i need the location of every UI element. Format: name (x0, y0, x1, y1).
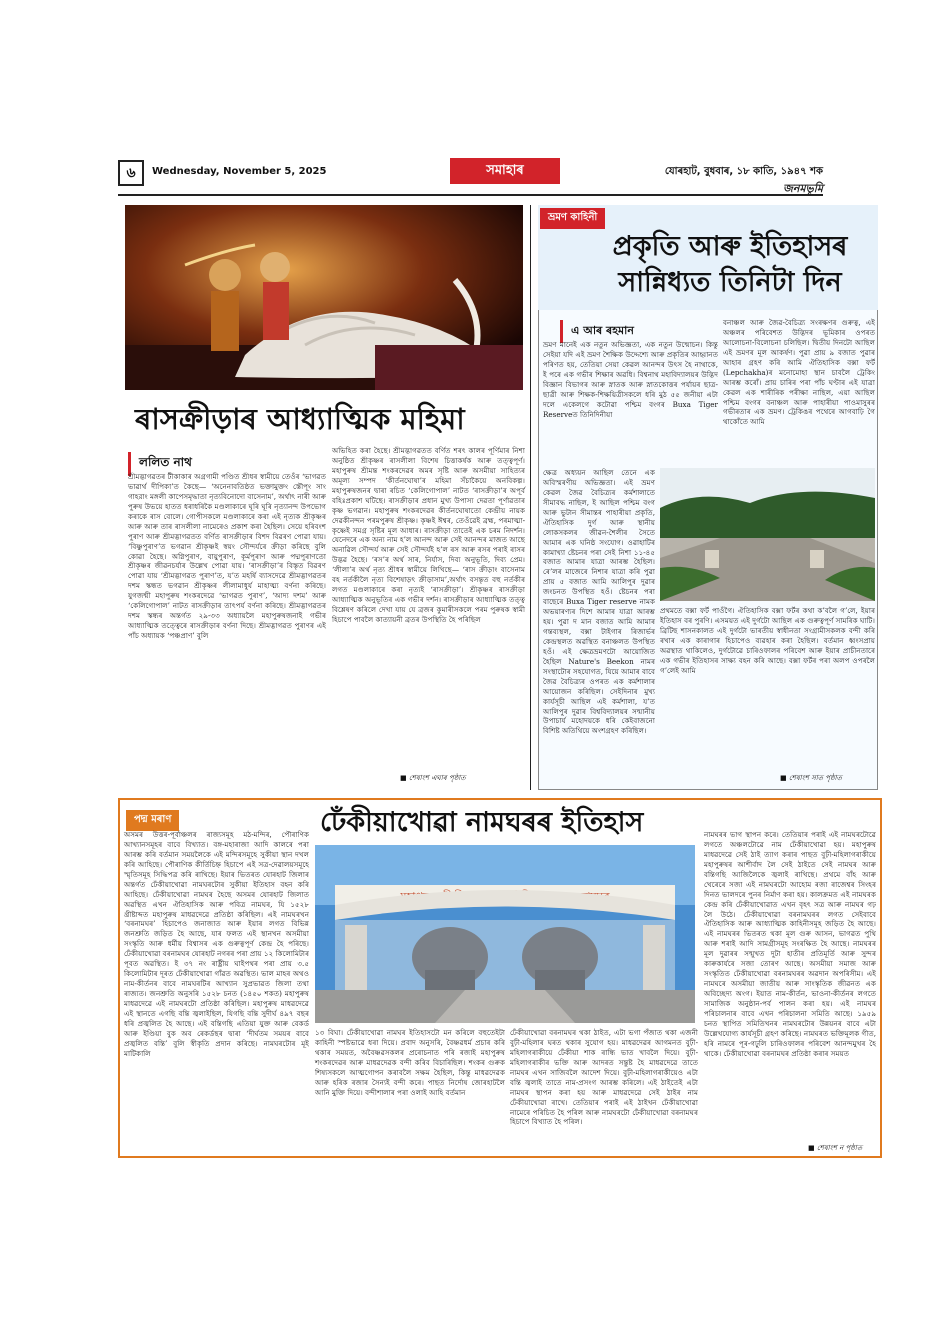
namghar-photo (315, 845, 695, 1023)
travel-column-1-mid (543, 468, 655, 736)
tenkiyakhowa-col2b-text: ঢেঁকীয়াখোৱা বৰনামঘৰ থকা ঠাইত, এটা ভগা পঁজাত থকা এজনী বুঢ়ী-মহিলাৰ ঘৰত থকাৰ সুযোগ হয়। মাধৱদেৱৰ আগমনত বুঢ়ী-মহিলাগৰাকীয়ে ঢেঁকীয়া শাক ৰান্ধি ভাত খাবলৈ দিয়ে। বুঢ়ী-মহিলাগৰাকীৰ ভক্তি আৰু আদৰত সন্তুষ্ট হৈ মাধৱদেৱে তাতে নামঘৰ এখন সাজিবলৈ আদেশ দিয়ে। বুঢ়ী-মহিলাগৰাকীয়েও এটা বন্তি জ্বলাই তাতে নাম-প্ৰসংগ আৰম্ভ কৰিলে। এই ঠাইতেই এটা নামঘৰ স্থাপন কৰা হয় আৰু মাধৱদেৱে সেই ঠাইৰ নাম ঢেঁকীয়াখোৱা ৰাখে। তেতিয়াৰ পৰাই এই ঠাইখন ঢেঁকীয়াখোৱা নামেৰে পৰিচিত হৈ পৰিল আৰু নামঘৰটো ঢেঁকীয়াখোৱা বৰনামঘৰ হিচাপে বিখ্যাত হৈ পৰিল। (510, 1028, 698, 1127)
travel-col2-bottom-text: প্ৰথমতে বক্সা ফৰ্ট পাওঁগৈ। ঐতিহাসিক বক্সা ফৰ্টৰ কথা ক’বলৈ গ’লে, ইয়াৰ ইতিহাস বৰ পুৰণি। এসময়ত এই দুৰ্গটো আছিল এক গুৰুত্বপূৰ্ণ সামৰিক ঘাটি। ব্ৰিটিছ শাসনকালত এই দুৰ্গটো ভাৰতীয় স্বাধীনতা সংগ্ৰামীসকলক বন্দী কৰি ৰখাৰ এক কাৰাগাৰ হিচাপেও ব্যৱহাৰ কৰা হৈছিল। বৰ্তমান ধ্বংসপ্ৰায় অৱস্থাত থাকিলেও, দুৰ্গটোৱে চাৰিওফালৰ পৰিবেশ আৰু ইয়াৰ প্ৰাচীনতাৰে এক গভীৰ ইতিহাসৰ সাক্ষ্য বহন কৰি আছে। বক্সা ফৰ্টৰ পৰা অলপ ওপৰলৈ গ’লেই আমি (660, 606, 875, 675)
buxa-fort-photo (660, 468, 875, 601)
tenkiyakhowa-kicker: পদ্ম মৰাণ (126, 810, 179, 831)
newspaper-logo: জনমভূমি (783, 182, 823, 195)
travel-column-2-top (723, 318, 875, 468)
tenkiyakhowa-column-2a (315, 1028, 505, 1153)
travel-kicker: ভ্ৰমণ কাহিনী (540, 208, 605, 229)
rasakrira-author: ললিত নাথ (128, 452, 200, 476)
travel-title-line-1: প্ৰকৃতি আৰু ইতিহাসৰ (612, 231, 848, 262)
tenkiyakhowa-column-1 (124, 830, 309, 1152)
travel-column-1-top (543, 340, 718, 465)
travel-title-line-2: সান্নিধ্যত তিনিটা দিন (618, 267, 842, 298)
travel-col1-top-text: ভ্ৰমণ মানেই এক নতুন অভিজ্ঞতা, এক নতুন উন্মোচন। কিন্তু সেইয়া যদি এই ভ্ৰমণ শৈক্ষিক উদ্দেশ্যে আৰু প্ৰকৃতিৰ আহ্বানত পৰিণত হয়, তেতিয়া সেয়া কেৱল আনন্দৰ উৎস হৈ নাথাকে, ই পৰে এক গভীৰ শিক্ষাৰ অৱধি। বিশ্বনাথ মহাবিদ্যালয়ৰ উদ্ভিদ বিজ্ঞান বিভাগৰ আৰু স্নাতক আৰু স্নাতকোত্তৰ পৰ্যায়ৰ ছাত্ৰ-ছাত্ৰী আৰু শিক্ষক-শিক্ষয়িত্ৰীসকলে ধৰি মুঠ ৫৫ জনীয়া এটা দলে একেলগে কটোৱা পশ্চিম বংগৰ Buxa Tiger Reserveত তিনিদিনীয়া (543, 340, 718, 419)
tenkiyakhowa-column-3 (704, 830, 876, 1140)
travel-col1-bottom-text: ক্ষেত্ৰ অধ্যয়ন আছিল তেনে এক অবিস্মৰণীয় অভিজ্ঞতা। এই ভ্ৰমণ কেৱল জৈৱ বৈচিত্ৰ্যৰ কৰ্মশালাতে সীমাবদ্ধ নাছিল, ই আছিল পশ্চিম বংগ আৰু ভুটান সীমান্তৰ পাহাৰীয়া প্ৰকৃতি, ঐতিহাসিক দুৰ্গ আৰু স্থানীয় লোকসকলৰ জীৱন-শৈলীৰ সৈতে আমাৰ এক ঘনিষ্ঠ সংযোগ। ওৱাহাটিৰ কামাখ্যা ষ্টেচনৰ পৰা সেই নিশা ১১-৪৫ বজাত আমাৰ যাত্ৰা আৰম্ভ হৈছিল। ৰে’লৰ মাজেৰে নিশাৰ যাত্ৰা কৰি পুৱা প্ৰায় ৫ বজাত আমি আলিপুৰ দুৱাৰ জংচনত উপস্থিত হওঁ। ষ্টেচনৰ পৰা বাছেৰে Buxa Tiger reserve নামক অভয়াৰণ্যৰ দিশে আমাৰ যাত্ৰা আৰম্ভ হয়। পুৱা দ মান বজাত আমি আমাৰ গন্তব্যস্থল, বক্সা টাইগাৰ ৰিজাৰ্ভৰ কেন্দ্ৰস্থলত অৱস্থিত বনাঞ্চলত উপস্থিত হওঁ। এই ক্ষেত্ৰভ্ৰমণটো আয়োজিত হৈছিল Nature's Beekon নামৰ সংস্থাটোৰ সহযোগত, যিয়ে আমাৰ বাবে জৈৱ বৈচিত্ৰ্যৰ ওপৰত এক কৰ্মশালাৰ আয়োজন কৰিছিল। সেইদিনাৰ মুখ্য কাৰ্যসূচী আছিল এই কৰ্মশালা, য’ত আলিপুৰ দুৱাৰ বিশ্ববিদ্যালয়ৰ সন্মানীয় উপাচাৰ্য মহোদয়কে ধৰি কেইবাজনো বিশিষ্ট অতিথিয়ে অংশগ্ৰহণ কৰিছিল। (543, 468, 655, 736)
page-number: ৬ (118, 160, 144, 186)
rasakrira-title: ৰাসক্ৰীড়াৰ আধ্যাত্মিক মহিমা (135, 402, 465, 436)
travel-col2-top-text: বনাঞ্চল আৰু জৈৱ-বৈচিত্ৰ্য সংৰক্ষণৰ গুৰুত্ব, এই অঞ্চলৰ পৰিবেশত উদ্ভিদৰ ভূমিকাৰ ওপৰত আলোচনা-বিলোচনা চলিছিল। দ্বিতীয় দিনটো আছিল এই ভ্ৰমণৰ মূল আকৰ্ষণ। পুৱা প্ৰায় ৯ বজাত পুৱাৰ আহাৰ গ্ৰহণ কৰি আমি ঐতিহাসিক বক্সা ফৰ্ট (Lepchakha)ৰ মনোমোহা স্থান চাবলৈ ট্ৰেকিং আৰম্ভ কৰোঁ। প্ৰায় চাৰিৰ পৰা পাঁচ ঘণ্টাৰ এই যাত্ৰা কেৱল এক শাৰীৰিক পৰীক্ষা নাছিল, এয়া আছিল পশ্চিম বংগৰ বনাঞ্চল আৰু পাহাৰীয়া পাওমাসুৰৰ গভীৰতাৰ এক ভ্ৰমণ। ট্ৰেকিঙৰ পথেৰে আগবাঢ়ি গৈ থাকোঁতে আমি (723, 318, 875, 427)
rasakrira-column-1 (128, 472, 326, 782)
tenkiyakhowa-continued: ■ শেষাংশ ন পৃষ্ঠাত (808, 1144, 863, 1152)
assamese-date: যোৰহাট, বুধবাৰ, ১৮ কাতি, ১৯৪৭ শক (664, 166, 823, 177)
tenkiyakhowa-continued-text: শেষাংশ ন পৃষ্ঠাত (816, 1144, 863, 1152)
english-date: Wednesday, November 5, 2025 (152, 166, 327, 177)
section-tab: সমাহাৰ (450, 158, 560, 184)
tenkiyakhowa-column-2b (510, 1028, 698, 1153)
rasakrira-column-2 (332, 446, 525, 768)
rasakrira-continued: ■ শেষাংশ এঘাৰ পৃষ্ঠাত (400, 774, 466, 782)
rasakrira-continued-text: শেষাংশ এঘাৰ পৃষ্ঠাত (408, 774, 466, 782)
travel-continued-text: শেষাংশ সাত পৃষ্ঠাত (788, 774, 842, 782)
column-divider (530, 205, 531, 790)
tenkiyakhowa-col2a-text: ১৩ বিঘা। ঢেঁকীয়াখোৱা নামঘৰ ইতিহাসটো মন কৰিলে বহুতেইটা কাহিনী স্পষ্টভাৱে ধৰা দিয়ে। প্ৰবাদ অনুসৰি, বৈষ্ণৱধৰ্ম প্ৰচাৰ কৰি থকাৰ সময়ত, অবৈষ্ণৱসকলৰ প্ৰৰোচনাত পৰি ৰজাই মহাপুৰুষ শংকৰদেৱৰ আৰু মাধৱদেৱক বন্দী কৰিব বিচাৰিছিল। শংকৰ গুৰুক শিষ্যসকলে আত্মগোপন কৰাবলৈ সক্ষম হৈছিল, কিন্তু মাধৱদেৱক আৰু হৰিক ৰজাৰ সৈন্যই বন্দী কৰে। পাছত নিৰ্দোষ জোৰহাটলৈ আনি মুক্তি দিয়ে। বন্দীশালাৰ পৰা ওলাই আহি বৰ্তমান (315, 1028, 505, 1097)
page-header (118, 158, 823, 196)
tenkiyakhowa-title: ঢেঁকীয়াখোৱা নামঘৰৰ ইতিহাস (320, 807, 644, 838)
rasakrira-col2-text: অভিহিত কৰা হৈছে। শ্ৰীমদ্ভাগৱতত বৰ্ণিত শৰৎ কালৰ পূৰ্ণিমাৰ নিশা অনুষ্ঠিত শ্ৰীকৃষ্ণৰ ৰাসলীলা বিশেষ চিত্তাকৰ্ষক আৰু তত্ত্বপূৰ্ণ। মহাপুৰুষ শ্ৰীমন্ত শংকৰদেৱৰ অমৰ সৃষ্টি আৰু অসমীয়া সাহিত্যৰ অমূল্য সম্পদ ‘কীৰ্তনঘোষা’ৰ মহিমা সঁচাকৈয়ে অনবিকল্প। মহাপুৰুষজনৰ দ্বাৰা ৰচিত ‘কেলিগোপাল’ নাটত ‘ৰাসক্ৰীড়া’ৰ অপূৰ্ব বহিঃপ্ৰকাশ ঘটিছে। ৰাসক্ৰীড়াৰ প্ৰধান মুখ্য উপাস্য দেৱতা পূৰ্ণাৱতাৰ কৃষ্ণ ভগৱান। মহাপুৰুষ শংকৰদেৱৰ কীৰ্তনঘোষাতো কেন্দ্ৰীয় নায়ক দেৱকীনন্দন পৰমপুৰুষ শ্ৰীকৃষ্ণ। কৃষ্ণই ঈশ্বৰ, তেওঁৱেই ব্ৰহ্ম, পৰমাত্মা-কৃষ্ণেই সমগ্ৰ সৃষ্টিৰ মূল আধাৰ। ৰাসক্ৰীড়া তাতেই এক চৰম নিদৰ্শন। যেনেদৰে এক অন্য নাম হ’ল আনন্দ আৰু সেই আনন্দৰ মাজত আছে অনাৱিল সৌন্দৰ্য আৰু সেই সৌন্দৰ্যই হ’ল ৰস আৰু ৰসৰ পৰাই ৰাসৰ উদ্ভৱ হৈছে। ‘ৰস’ৰ অৰ্থ সাৰ, নিৰ্যাস, দিব্য অনুভূতি, দিব্য প্ৰেম। ‘লীলা’ৰ অৰ্থ নৃত্য শ্ৰীধৰ স্বামীয়ে লিখিছে— ‘ৰাস ক্ৰীড়াং বাসেনাম বহ নৰ্তকীলৈ নৃত্য বিশেষাড়ৎ ক্ৰীড়াসাম’,অৰ্থাৎ বসন্তৃত বহু নৰ্তকীৰ লগত মণ্ডলাকাৰে কৰা নৃত্যই ‘ৰাসক্ৰীড়া’। শ্ৰীকৃষ্ণৰ ৰাসক্ৰীড়া আধ্যাত্মিক অনুভূতিৰ এক গভীৰ দৰ্শন। ৰাসক্ৰীড়াৰ আধ্যাত্মিক তত্ত্ব বিশ্লেষণ কৰিলে দেখা যায় যে ব্ৰজৰ কুমাৰীসকলে পৰম পুৰুষক স্বামী হিচাপে পাবলৈ কাত্যায়নী ব্ৰতৰ উপস্থিতি হৈ পৰিছিল (332, 446, 525, 624)
rasakrira-col1-text: শ্ৰীমদ্ভাগৱতৰ টীকাকাৰ অগ্ৰগামী পণ্ডিত শ্ৰীধৰ স্বামীয়ে তেওঁৰ ‘ভাগৱত ভাৱাৰ্থ দীপিকা’ত কৈছে— ‘অনেনাবতিষ্ঠত ভক্তামুক্তং স্তৌপূং সাং গাহরাং মঙ্গলী কাপেসমৃদ্ধাতা নৃত্যবিনোদো বাসেনাম’, অৰ্থাৎ নাৰী আৰু পুৰুষ উভয়ে হাতত ধৰাধৰিকৈ মণ্ডলাকাৰে ঘূৰি ঘূৰি নৃত্যানন্দ উপভোগ কৰাকে ৰাস বোলে। গোপীসকলে মণ্ডলাকাৰে কৰা এই নৃত্যক শ্ৰীকৃষ্ণৰ আৰু আৰু তাৰ ৰাসলীলা নামেৰেও প্ৰকাশ কৰা হৈছিল। সেয়ে হৰিবংশ পুৰাণ আৰু শ্ৰীমদ্ভাগৱতত বৰ্ণিত ৰাসক্ৰীড়াৰ বিশদ বিৱৰণ পোৱা যায়। ‘বিষ্ণুপুৰাণ’ত ভগৱান শ্ৰীকৃষ্ণই স্বয়ং সৌন্দৰ্যৰে ক্ৰীড়া কৰিছে বুলি কোৱা হৈছে। অগ্নিপুৰাণ, বায়ুপুৰাণ, কূৰ্মপুৰাণ আৰু পদ্মপুৰাণতো শ্ৰীকৃষ্ণৰ জীৱনচৰ্যাৰ উল্লেখ পোৱা যায়। ‘ৰাসক্ৰীড়া’ৰ বিস্তৃত বিৱৰণ পোৱা যায় ‘শ্ৰীমদ্ভাগৱত পুৰাণ’ত, য’ত মহৰ্ষি ব্যাসদেৱে শ্ৰীমদ্ভাগৱতৰ দশম স্কন্ধত ভগৱান শ্ৰীকৃষ্ণৰ লীলামাধুৰ্য মাহাত্ম্য বৰ্ণনা কৰিছে। যুগজন্মী মহাপুৰুষ শংকৰদেৱে ‘ভাগৱত পুৰাণ’, ‘আদ্য দশম’ আৰু ‘কেলিগোপাল’ নাটত ৰাসক্ৰীড়াৰ তাৎপৰ্য বৰ্ণনা কৰিছে। শ্ৰীমদ্ভাগৱতৰ দশম স্কন্ধৰ অন্তৰ্গত ২৯-৩৩ অধ্যায়লৈ মহাপুৰুষজনাই গভীৰ আধ্যাত্মিক তত্ত্বেৰে ৰাসক্ৰীড়াৰ বৰ্ণনা দিছে। শ্ৰীমদ্ভাগৱত পুৰাণৰ এই পাঁচ অধ্যায়ক ‘পঞ্চপ্ৰাণ’ বুলি (128, 472, 326, 640)
travel-column-2-bottom (660, 606, 875, 764)
tenkiyakhowa-col3-text: নামঘৰৰ ভাগ স্থাপন কৰে। তেতিয়াৰ পৰাই এই নামঘৰটোৱে লগতে অঞ্চলটোৱে নাম ঢেঁকীয়াখোৱা হয়। মহাপুৰুষ মাধৱদেৱে সেই ঠাই ত্যাগ কৰাৰ পাছত বুঢ়ী-মহিলাগৰাকীয়ে মহাপুৰুষৰ আশীৰ্বাদ লৈ সেই ঠাইতে সেই নামঘৰ আৰু বন্তিগছি আজিলৈকে জ্বলাই ৰাখিছে। প্ৰথমে বাঁহ আৰু খেৰেৰে সজা এই নামঘৰটো আহোম ৰজা ৰাজেশ্বৰ সিংহৰ দিনত ভালদৰে পুনৰ নিৰ্মাণ কৰা হয়। কালক্ৰমত এই নামঘৰক কেন্দ্ৰ কৰি ঢেঁকীয়াখোৱাত এখন বৃহৎ সত্ৰ আৰু নামঘৰ গঢ় লৈ উঠে। ঢেঁকীয়াখোৱা বৰনামঘৰৰ লগত সেইবাবে ঐতিহাসিক আৰু আধ্যাত্মিক কাহিনীসমূহ জড়িত হৈ আছে। এই নামঘৰৰ ভিতৰত থকা মূল গুৰু আসন, ভাগৱত পুথি আৰু শৰাই আদি সামগ্ৰীসমূহ সংৰক্ষিত হৈ আছে। নামঘৰৰ মূল দুৱাৰৰ সন্মুখত দুটা হাতীৰ প্ৰতিমূৰ্তি আৰু সুন্দৰ কাৰুকাৰ্যৰে সজা তোৰণ আছে। অসমীয়া সমাজ আৰু সংস্কৃতিত ঢেঁকীয়াখোৱা বৰনামঘৰৰ অৱদান অপৰিসীম। এই নামঘৰে অসমীয়া জাতীয় আৰু সাংস্কৃতিক জীৱনত এক অবিচ্ছেদ্য অংগ। ইয়াত নাম-কীৰ্তন, ভাওনা-কীৰ্তনৰ লগতে সামাজিক অনুষ্ঠান-পৰ্ব পালন কৰা হয়। এই নামঘৰ পৰিচালনাৰ বাবে এখন পৰিচালনা সমিতি আছে। ১৯৫৯ চনত স্থাপিত সমিতিখনৰ নামঘৰটোৰ উন্নয়নৰ বাবে এটা উল্লেখযোগ্য কাৰ্যসূচী গ্ৰহণ কৰিছে। নামঘৰত ভক্তিমূলক গীত, হৰি নামৰে পূৰ-গঢ়ুলি চাৰিওফালৰ পৰিবেশ আনন্দমুখৰ হৈ থাকে। ঢেঁকীয়াখোৱা বৰনামঘৰ প্ৰতিষ্ঠা কৰাৰ সময়ত (704, 830, 876, 1058)
rasakrira-photo (125, 205, 523, 390)
tenkiyakhowa-col1-text: অসমৰ উত্তৰ-পূৰ্বাঞ্চলৰ ৰাজ্যসমূহ মঠ-মন্দিৰ, পৌৰাণিক আখ্যানসমূহৰ বাবে বিখ্যাত। বঙ্গ-মহাৰাজা আদি কালৰে পৰা আৰম্ভ কৰি বৰ্তমান সময়লৈকে এই মন্দিৰসমূহে সুকীয়া স্থান দখল কৰি আহিছে। পৌৰাণিক কীৰ্তিচিহ্ন হিচাপে এই সত্ৰ-দেৱালয়সমূহে স্মৃতিসমূহ সিদ্ধিপত্ৰ কৰি ৰাখিছে। ইয়াৰ ভিতৰত যোৰহাট জিলাৰ অন্তৰ্গত ঢেঁকীয়াখোৱা নামঘৰটোৰ সুকীয়া ইতিহাস বহন কৰি আহিছে। ঢেঁকীয়াখোৱা নামঘৰ হৈছে অসমৰ যোৰহাট জিলাত অৱস্থিত এখন ঐতিহাসিক আৰু পবিত্ৰ নামঘৰ, যি ১৫২৮ খ্ৰীষ্টাব্দত মহাপুৰুষ মাধৱদেৱে প্ৰতিষ্ঠা কৰিছিল। এই নামঘৰখন ‘বৰনামঘৰ’ হিচাপেও জনাজাত আৰু ইয়াৰ লগত বিভিন্ন জনশ্ৰুতি জড়িত হৈ আছে, যাৰ ফলত এই স্থানখন অসমীয়া সংস্কৃতি আৰু ধৰ্মীয় বিশ্বাসৰ এক গুৰুত্বপূৰ্ণ কেন্দ্ৰ হৈ পৰিছে। ঢেঁকীয়াখোৱা বৰনামঘৰ যোৰহাট নগৰৰ পৰা প্ৰায় ১২ কিলোমিটাৰ পূবত অৱস্থিত। ই ৩৭ নং ৰাষ্ট্ৰীয় ঘাইপথৰ পৰা প্ৰায় ৩.৫ কিলোমিটাৰ দূৰত ঢেঁকীয়াখোৱা গাঁৱত অৱস্থিত। ভাল মাহৰ অথও নাম-কীৰ্তনৰ বাবে নামঘৰটিৰ আখ্যান সুপ্ৰভাৱত জিলা তথা ৰাজ্যত। জনশ্ৰুতি অনুসৰি ১৫২৮ চনত (১৪৫০ শকত) মহাপুৰুষ মাধৱদেৱে এই নামঘৰটো প্ৰতিষ্ঠা কৰিছিল। মহাপুৰুষ মাধৱদেৱে এই স্থানতে এগছি বন্তি জ্বলাইছিল, যিগছি বন্তি সুদীৰ্ঘ ৪৯৭ বছৰ ধৰি প্ৰজ্বলিত হৈ আছে। এই বন্তিগছি এতিয়া যুক্ত আৰু বেকৰ্ড আৰু ইণ্ডিয়া বুক অব ৰেকৰ্ডছৰ দ্বাৰা ‘দীৰ্ঘতম সময়ৰ বাবে প্ৰজ্বলিত বন্তি’ বুলি স্বীকৃতি প্ৰদান কৰিছে। নামঘৰটোৰ মূই মাটিকালি (124, 830, 309, 1058)
travel-continued: ■ শেষাংশ সাত পৃষ্ঠাত (780, 774, 842, 782)
travel-author: এ আৰ ৰহমান (560, 320, 642, 343)
